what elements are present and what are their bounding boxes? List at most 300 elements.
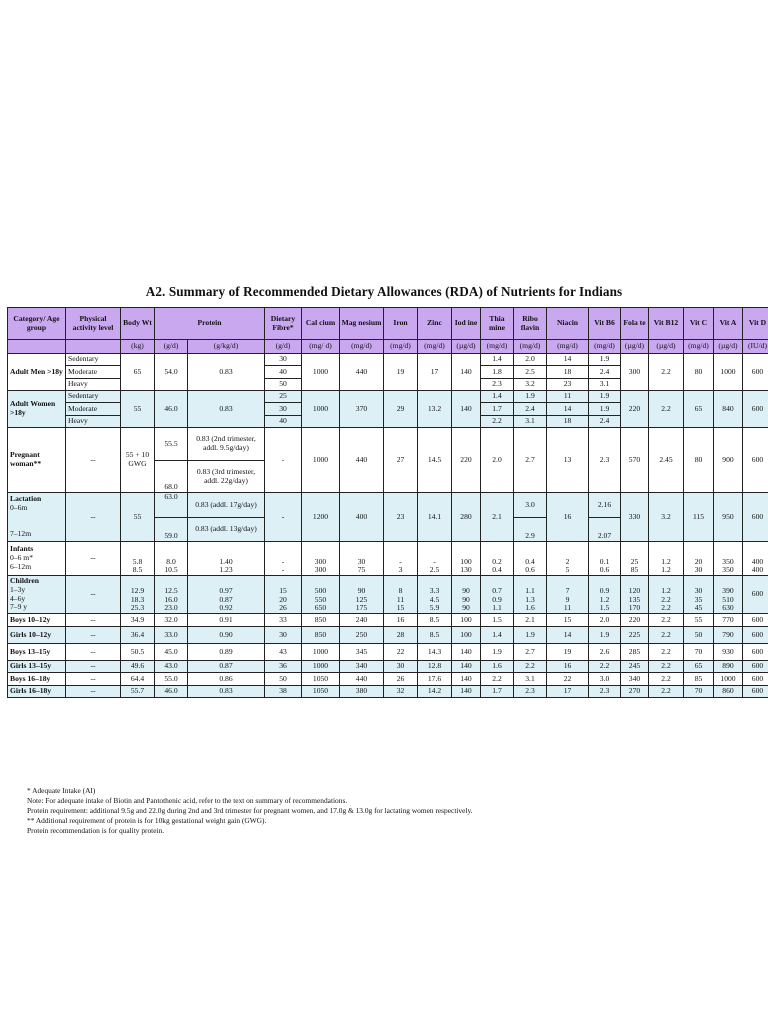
table-cell: 85	[630, 565, 639, 575]
document-title: A2. Summary of Recommended Dietary Allowances (RDA) of Nutrients for Indians	[145, 284, 623, 299]
table-cell: 2.4	[589, 366, 621, 379]
table-cell: 2.1	[514, 614, 547, 627]
table-cell: 26	[384, 673, 418, 686]
table-cell: 600	[743, 661, 768, 673]
table-cell: 0.7	[492, 585, 502, 595]
unit-cell: (mg/ d)	[302, 340, 340, 354]
table-cell: 15	[279, 585, 287, 595]
table-cell: 46.0	[155, 391, 188, 428]
unit-cell: (mg/d)	[418, 340, 452, 354]
table-row	[8, 428, 768, 461]
table-cell: 0.87	[188, 661, 265, 673]
table-cell: 65	[121, 354, 155, 391]
table-cell: 50	[265, 673, 302, 686]
col-vitb6: Vit B6	[589, 308, 621, 340]
table-cell: 0.6	[525, 565, 535, 575]
table-cell: 140	[452, 686, 481, 698]
table-cell: 1.7	[481, 686, 514, 698]
table-cell: 9	[565, 594, 570, 604]
table-row	[8, 614, 768, 627]
table-cell: 0.86	[188, 673, 265, 686]
table-cell: 240	[340, 614, 384, 627]
table-cell: 0–6m	[10, 502, 28, 512]
table-cell: 1.2	[599, 594, 610, 604]
table-cell: 55.5	[155, 428, 188, 461]
table-cell: 600	[743, 493, 768, 542]
table-cell: 1.9	[589, 403, 621, 416]
table-cell: 11	[547, 391, 589, 403]
col-fibre: Dietary Fibre*	[265, 308, 302, 340]
table-cell: 600	[743, 644, 768, 661]
table-cell: 90	[462, 603, 470, 613]
table-cell: 2.16	[589, 493, 621, 518]
table-cell: 5.8	[132, 556, 143, 566]
table-cell: 0.97	[219, 585, 233, 595]
table-cell: 950	[714, 493, 743, 542]
group-children	[8, 576, 66, 614]
table-cell: 0.9	[492, 594, 502, 604]
table-cell: 2.45	[649, 428, 684, 493]
table-cell: 1.4	[481, 391, 514, 403]
table-cell: 550	[314, 594, 327, 604]
group-girls-10-12: Girls 10–12y	[8, 627, 66, 644]
table-cell: 8.5	[418, 614, 452, 627]
table-cell: 100	[452, 614, 481, 627]
table-cell: --	[66, 673, 121, 686]
table-cell: 1.40	[219, 556, 233, 566]
table-cell: 350	[722, 565, 734, 575]
table-cell: 22	[547, 673, 589, 686]
table-cell: 0.89	[188, 644, 265, 661]
table-cell: 5	[565, 565, 570, 575]
table-cell: 33.0	[155, 627, 188, 644]
table-cell: 65	[684, 661, 714, 673]
table-cell: 0.83 (2nd trimester, addl. 9.5g/day)	[188, 428, 265, 461]
table-cell: 30	[265, 403, 302, 416]
table-cell: 30	[357, 556, 366, 566]
table-cell: 6–12m	[10, 561, 32, 571]
table-cell: 28	[384, 627, 418, 644]
table-cell: 46.0	[155, 686, 188, 698]
table-cell: 7–12m	[10, 529, 32, 539]
col-thiamine: Thia mine	[481, 308, 514, 340]
table-row	[8, 644, 768, 661]
table-cell: 55 + 10 GWG	[121, 428, 155, 493]
table-cell: 0.83 (addl. 13g/day)	[188, 518, 265, 542]
table-cell: 54.0	[155, 354, 188, 391]
table-cell: 8.5	[132, 565, 143, 575]
footnote: * Adequate Intake (AI)	[27, 786, 96, 795]
table-cell: 40	[265, 416, 302, 428]
table-cell: 0.83 (addl. 17g/day)	[188, 493, 265, 518]
table-cell: 850	[302, 627, 340, 644]
table-cell: 1.9	[514, 391, 547, 403]
table-cell: 300	[314, 556, 327, 566]
table-cell: 0.1	[599, 556, 610, 566]
table-cell: 2.2	[649, 391, 684, 428]
table-cell: 2.7	[514, 428, 547, 493]
table-cell: 1.4	[481, 627, 514, 644]
table-cell: 16	[384, 614, 418, 627]
table-cell: --	[66, 428, 121, 493]
table-cell: Infants	[10, 544, 34, 554]
table-cell: 790	[714, 627, 743, 644]
table-cell: 1.5	[481, 614, 514, 627]
table-cell: --	[66, 493, 121, 542]
table-cell: 0.91	[188, 614, 265, 627]
table-cell: 225	[621, 627, 649, 644]
table-cell: 500	[314, 585, 327, 595]
table-cell: 2.3	[481, 379, 514, 391]
table-cell: 11	[563, 603, 572, 613]
table-cell: 3.1	[514, 416, 547, 428]
table-cell: 860	[714, 686, 743, 698]
col-riboflavin: Ribo flavin	[514, 308, 547, 340]
table-cell: 27	[384, 428, 418, 493]
table-cell: 3.0	[589, 673, 621, 686]
table-cell: 22	[384, 644, 418, 661]
table-cell: 36.4	[121, 627, 155, 644]
table-cell: 1.9	[514, 627, 547, 644]
table-cell: 370	[340, 391, 384, 428]
table-cell: 35	[694, 594, 703, 604]
table-cell: 0.83	[188, 686, 265, 698]
table-cell: 16.0	[164, 594, 178, 604]
table-cell: 1.9	[589, 391, 621, 403]
table-cell: 59.0	[155, 518, 188, 542]
table-cell: 0–6 m*	[10, 553, 33, 563]
table-cell: 18	[547, 416, 589, 428]
table-cell: 2.2	[649, 673, 684, 686]
table-cell: 5.9	[429, 603, 440, 613]
table-cell: 1.4	[481, 354, 514, 366]
table-cell: 2.2	[649, 661, 684, 673]
table-cell: 40	[265, 366, 302, 379]
table-cell: 2.5	[514, 366, 547, 379]
col-activity: Physical activity level	[66, 308, 121, 340]
table-cell: 100	[452, 627, 481, 644]
table-cell: 14.3	[418, 644, 452, 661]
table-cell: 32	[384, 686, 418, 698]
table-cell: 2.2	[481, 673, 514, 686]
table-cell: 0.92	[219, 603, 233, 613]
table-cell: Heavy	[66, 416, 121, 428]
table-cell: 12.8	[418, 661, 452, 673]
footnote: Protein requirement: additional 9.5g and 22.0g during 2nd and 3rd trimester for pregnant women, and 17.0g & 13.0g for lactating women respectively.	[27, 806, 473, 815]
table-cell: 29	[384, 391, 418, 428]
unit-cell: (mg/d)	[547, 340, 589, 354]
table-cell: 2.2	[514, 661, 547, 673]
table-cell: 1200	[302, 493, 340, 542]
table-cell: 280	[452, 493, 481, 542]
table-cell: 2.0	[481, 428, 514, 493]
table-cell: 80	[684, 354, 714, 391]
table-cell: 50.5	[121, 644, 155, 661]
table-cell: 1.2	[661, 556, 671, 566]
table-cell: 600	[743, 354, 768, 391]
table-cell: 13.2	[418, 391, 452, 428]
table-cell: 140	[452, 644, 481, 661]
table-cell: 43	[265, 644, 302, 661]
table-cell: 2.3	[589, 686, 621, 698]
footnotes	[27, 786, 747, 836]
col-vitb12: Vit B12	[649, 308, 684, 340]
col-vita: Vit A	[714, 308, 743, 340]
table-cell: 0.90	[188, 627, 265, 644]
table-cell: --	[66, 686, 121, 698]
table-cell: 15	[396, 603, 405, 613]
table-cell: 0.87	[219, 594, 233, 604]
table-cell: 55	[684, 614, 714, 627]
unit-cell: (mg/d)	[481, 340, 514, 354]
table-cell: 1.6	[525, 603, 535, 613]
table-cell: 1000	[302, 428, 340, 493]
table-cell: 245	[621, 661, 649, 673]
col-body-wt: Body Wt	[121, 308, 155, 340]
table-cell: 3.3	[429, 585, 440, 595]
table-cell: 64.4	[121, 673, 155, 686]
table-cell: 115	[684, 493, 714, 542]
unit-cell: (g/kg/d)	[188, 340, 265, 354]
table-cell: 600	[743, 391, 768, 428]
table-cell: 2.2	[649, 627, 684, 644]
header-row	[8, 308, 768, 340]
unit-cell: (µg/d)	[621, 340, 649, 354]
group-boys-10-12: Boys 10–12y	[8, 614, 66, 627]
table-cell: 3.0	[514, 493, 547, 518]
col-iodine: Iod ine	[452, 308, 481, 340]
table-row	[8, 673, 768, 686]
table-cell: 285	[621, 644, 649, 661]
unit-cell: (g/d)	[155, 340, 188, 354]
table-cell: 510	[722, 594, 734, 604]
table-cell: 850	[302, 614, 340, 627]
group-girls-16-18: Girls 16–18y	[8, 686, 66, 698]
table-cell: 2.4	[589, 416, 621, 428]
unit-cell: (µg/d)	[452, 340, 481, 354]
table-cell: 1.9	[481, 644, 514, 661]
table-cell: 2.0	[514, 354, 547, 366]
table-cell: 0.4	[492, 565, 502, 575]
table-cell: 1000	[302, 391, 340, 428]
unit-cell: (mg/d)	[384, 340, 418, 354]
table-cell: 1.6	[481, 661, 514, 673]
group-lactation	[8, 493, 66, 542]
col-protein: Protein	[155, 308, 265, 340]
table-cell: 14	[547, 403, 589, 416]
table-cell: --	[66, 576, 121, 614]
table-cell: 23	[547, 379, 589, 391]
table-cell: 1000	[302, 661, 340, 673]
table-cell: Moderate	[66, 403, 121, 416]
table-cell: Children	[10, 576, 39, 586]
table-cell: Sedentary	[66, 354, 121, 366]
table-cell: 440	[340, 354, 384, 391]
table-cell: -	[281, 556, 285, 566]
table-cell: 900	[714, 428, 743, 493]
table-cell: --	[66, 614, 121, 627]
table-cell: 390	[722, 585, 734, 595]
table-cell: 3.1	[589, 379, 621, 391]
table-cell: 220	[621, 614, 649, 627]
table-cell: 140	[452, 661, 481, 673]
table-cell: 400	[340, 493, 384, 542]
table-cell: 300	[621, 354, 649, 391]
table-cell: 7	[565, 585, 570, 595]
table-cell: 270	[621, 686, 649, 698]
table-cell: 3.1	[514, 673, 547, 686]
table-cell: 2.9	[514, 518, 547, 542]
table-cell: 0.83	[188, 391, 265, 428]
table-cell: 18.3	[130, 594, 145, 604]
table-cell: 2.2	[661, 603, 671, 613]
table-cell: 32.0	[155, 614, 188, 627]
table-cell: 400	[751, 565, 764, 575]
table-cell: 14	[547, 354, 589, 366]
table-cell: 440	[340, 428, 384, 493]
unit-cell: (mg/d)	[514, 340, 547, 354]
table-cell: 2.5	[429, 565, 440, 575]
table-cell: 30	[265, 354, 302, 366]
table-cell: 140	[452, 673, 481, 686]
table-cell: 1.1	[525, 585, 535, 595]
group-infants	[8, 542, 66, 576]
table-cell: 0.6	[599, 565, 610, 575]
table-cell: 2.2	[649, 686, 684, 698]
table-cell: 170	[628, 603, 641, 613]
table-cell: 55	[121, 391, 155, 428]
unit-cell: (g/d)	[265, 340, 302, 354]
table-cell: 890	[714, 661, 743, 673]
table-cell: 23	[384, 493, 418, 542]
table-cell: 8.0	[166, 556, 176, 566]
footnote: ** Additional requirement of protein is for 10kg gestational weight gain (GWG).	[27, 816, 267, 825]
table-cell: 1.1	[492, 603, 502, 613]
table-cell: 400	[751, 556, 764, 566]
table-cell: 43.0	[155, 661, 188, 673]
table-cell: 20	[279, 594, 287, 604]
table-cell: 17.6	[418, 673, 452, 686]
col-iron: Iron	[384, 308, 418, 340]
table-cell: 0.83	[188, 354, 265, 391]
table-cell: -	[281, 565, 285, 575]
table-cell: 12.5	[164, 585, 178, 595]
table-cell: 1000	[302, 354, 340, 391]
table-cell: 2	[565, 556, 570, 566]
table-cell: --	[66, 542, 121, 576]
table-cell: -	[265, 493, 302, 542]
table-cell: 300	[314, 565, 327, 575]
table-cell: 630	[722, 603, 734, 613]
table-cell: 600	[743, 627, 768, 644]
col-vitc: Vit C	[684, 308, 714, 340]
table-cell: 14.5	[418, 428, 452, 493]
table-cell: 2.2	[649, 614, 684, 627]
table-cell: 350	[722, 556, 734, 566]
table-cell: 38	[265, 686, 302, 698]
table-cell: 90	[462, 594, 470, 604]
table-cell: 345	[340, 644, 384, 661]
table-cell: 11	[396, 594, 405, 604]
table-cell: 34.9	[121, 614, 155, 627]
table-cell: 7–9 y	[10, 602, 28, 612]
table-cell: 55	[121, 493, 155, 542]
rda-table	[7, 307, 768, 698]
table-cell: 15	[547, 614, 589, 627]
table-cell: 2.1	[481, 493, 514, 542]
unit-cell: (mg/d)	[340, 340, 384, 354]
table-cell: 125	[355, 594, 368, 604]
table-cell: 3	[398, 565, 403, 575]
table-cell: 12.9	[130, 585, 145, 595]
table-cell: 1050	[302, 673, 340, 686]
table-cell: 49.6	[121, 661, 155, 673]
table-cell: Moderate	[66, 366, 121, 379]
table-cell: 4–6y	[10, 593, 26, 603]
table-row	[8, 542, 768, 576]
table-cell: 570	[621, 428, 649, 493]
table-cell: 1000	[302, 644, 340, 661]
table-cell: 1.2	[661, 585, 671, 595]
table-cell: 25.3	[130, 603, 145, 613]
group-girls-13-15: Girls 13–15y	[8, 661, 66, 673]
group-adult-women: Adult Women >18y	[8, 391, 66, 428]
table-row	[8, 686, 768, 698]
col-category: Category/ Age group	[8, 308, 66, 340]
group-boys-13-15: Boys 13–15y	[8, 644, 66, 661]
table-cell: 600	[743, 673, 768, 686]
table-cell: 90	[462, 585, 470, 595]
table-cell: 930	[714, 644, 743, 661]
table-cell: 1.3	[525, 594, 535, 604]
table-cell: 1050	[302, 686, 340, 698]
table-cell: 10.5	[164, 565, 178, 575]
table-cell: 2.0	[589, 614, 621, 627]
table-cell: 8.5	[418, 627, 452, 644]
table-cell: -	[399, 556, 402, 566]
table-cell: 250	[340, 627, 384, 644]
table-cell: 1000	[714, 354, 743, 391]
unit-cell: (mg/d)	[684, 340, 714, 354]
unit-cell: (IU/d)	[743, 340, 768, 354]
table-cell: 600	[743, 614, 768, 627]
table-cell: 30	[694, 565, 703, 575]
table-cell: 75	[357, 565, 366, 575]
table-row	[8, 576, 768, 614]
table-cell: --	[66, 627, 121, 644]
table-cell: 16	[547, 493, 589, 542]
table-cell: 25	[265, 391, 302, 403]
table-row	[8, 661, 768, 673]
table-cell: 13	[547, 428, 589, 493]
table-cell: 600	[743, 686, 768, 698]
table-cell: 17	[418, 354, 452, 391]
group-pregnant: Pregnant woman**	[8, 428, 66, 493]
table-cell: Lactation	[10, 493, 42, 503]
table-cell: 1.2	[661, 565, 671, 575]
table-cell: 4.5	[429, 594, 440, 604]
table-cell: 120	[628, 585, 641, 595]
table-cell: 19	[384, 354, 418, 391]
col-folate: Fola te	[621, 308, 649, 340]
table-cell: 100	[460, 556, 472, 566]
table-cell: 0.2	[492, 556, 502, 566]
table-cell: 0.9	[599, 585, 610, 595]
table-cell: 14.2	[418, 686, 452, 698]
table-cell: 30	[384, 661, 418, 673]
table-cell: 440	[340, 673, 384, 686]
table-cell: 2.2	[661, 594, 671, 604]
